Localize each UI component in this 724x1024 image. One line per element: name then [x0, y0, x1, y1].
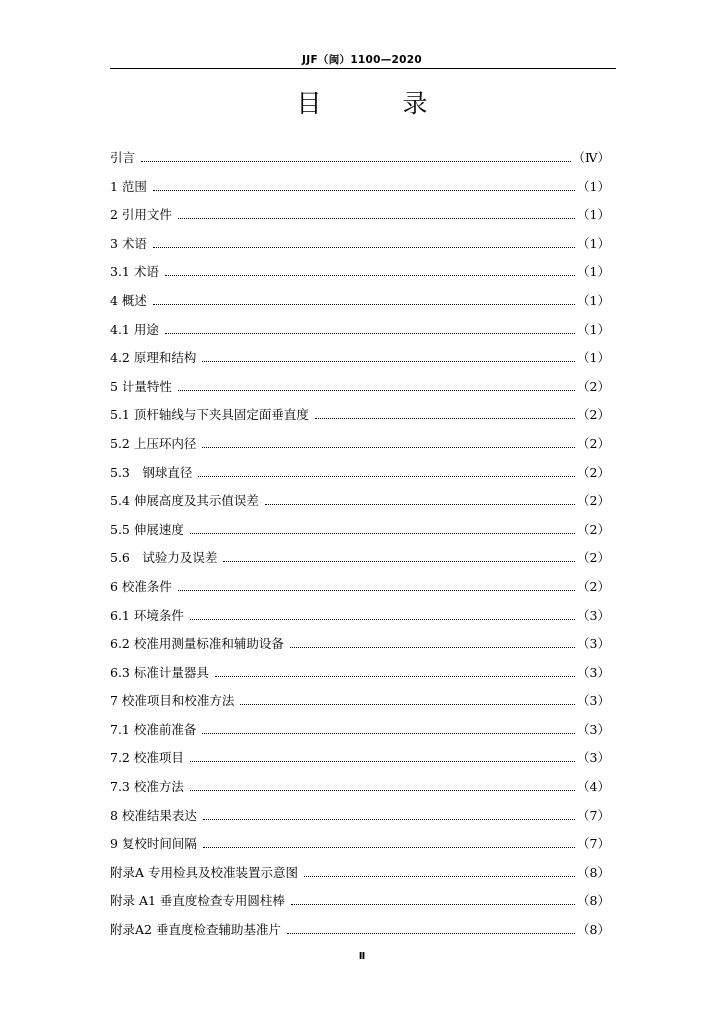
toc-entry-page: （2）: [577, 550, 610, 566]
toc-leader-dots: [165, 275, 575, 276]
toc-entry[interactable]: [110, 777, 610, 806]
toc-leader-dots: [141, 161, 570, 162]
toc-entry-label: 2 引用文件: [110, 207, 172, 223]
toc-entry[interactable]: [110, 720, 610, 749]
toc-entry-label: 附录 A1 垂直度检查专用圆柱棒: [110, 893, 285, 909]
toc-entry-page: （3）: [577, 693, 610, 709]
toc-entry-label: 7.2 校准项目: [110, 750, 184, 766]
toc-entry-label: 5 计量特性: [110, 378, 172, 394]
toc-entry-label: 5.2 上压环内径: [110, 435, 197, 451]
toc-entry-label: 3 术语: [110, 235, 147, 251]
document-code-header: JJF（闽）1100—2020: [302, 54, 422, 66]
toc-entry-label: 7.1 校准前准备: [110, 721, 197, 737]
toc-entry[interactable]: [110, 463, 610, 492]
toc-entry-page: （3）: [577, 664, 610, 680]
toc-entry[interactable]: [110, 920, 610, 949]
toc-entry-label: 9 复校时间间隔: [110, 836, 197, 852]
toc-entry[interactable]: [110, 205, 610, 234]
toc-entry-page: （1）: [577, 207, 610, 223]
toc-leader-dots: [215, 676, 575, 677]
toc-leader-dots: [203, 847, 575, 848]
toc-entry-label: 5.6 试验力及误差: [110, 550, 218, 566]
toc-entry[interactable]: [110, 806, 610, 835]
toc-entry-page: （Ⅳ）: [572, 150, 610, 165]
toc-entry[interactable]: [110, 262, 610, 291]
toc-entry-page: （2）: [577, 464, 610, 480]
toc-entry-page: （8）: [577, 922, 610, 938]
toc-leader-dots: [315, 418, 575, 419]
toc-entry[interactable]: [110, 634, 610, 663]
toc-entry[interactable]: [110, 320, 610, 349]
toc-entry-label: 6.2 校准用测量标准和辅助设备: [110, 636, 284, 652]
toc-leader-dots: [190, 619, 575, 620]
toc-entry-label: 6.1 环境条件: [110, 607, 184, 623]
toc-entry[interactable]: [110, 377, 610, 406]
toc-entry[interactable]: [110, 891, 610, 920]
toc-entry-label: 4.2 原理和结构: [110, 350, 197, 366]
toc-entry-page: （1）: [577, 235, 610, 251]
toc-leader-dots: [304, 876, 575, 877]
toc-entry[interactable]: [110, 405, 610, 434]
toc-entry-page: （4）: [577, 779, 610, 795]
toc-leader-dots: [178, 390, 575, 391]
toc-entry[interactable]: [110, 748, 610, 777]
toc-entry-label: 5.5 伸展速度: [110, 521, 184, 537]
toc-entry[interactable]: [110, 691, 610, 720]
toc-entry[interactable]: [110, 577, 610, 606]
toc-entry-page: （1）: [577, 321, 610, 337]
toc-entry-page: （3）: [577, 750, 610, 766]
table-of-contents: [110, 148, 610, 949]
toc-entry-page: （1）: [577, 350, 610, 366]
toc-entry-label: 引言: [110, 150, 136, 165]
toc-entry[interactable]: [110, 234, 610, 263]
toc-entry-label: 附录A 专用检具及校准装置示意图: [110, 864, 299, 880]
toc-entry-label: 1 范围: [110, 178, 147, 194]
toc-entry[interactable]: [110, 434, 610, 463]
toc-entry-label: 5.1 顶杆轴线与下夹具固定面垂直度: [110, 407, 309, 423]
toc-entry-label: 4 概述: [110, 292, 147, 308]
toc-entry-page: （8）: [577, 864, 610, 880]
toc-entry-label: 7.3 校准方法: [110, 779, 184, 795]
toc-entry-page: （7）: [577, 807, 610, 823]
toc-entry-page: （3）: [577, 636, 610, 652]
toc-entry-label: 6.3 标准计量器具: [110, 664, 209, 680]
toc-leader-dots: [290, 647, 575, 648]
toc-leader-dots: [202, 733, 575, 734]
toc-leader-dots: [223, 561, 575, 562]
toc-entry-label: 3.1 术语: [110, 264, 159, 280]
toc-entry-page: （8）: [577, 893, 610, 909]
toc-entry-label: 5.3 钢球直径: [110, 464, 193, 480]
toc-entry-page: （2）: [577, 378, 610, 394]
toc-entry[interactable]: [110, 491, 610, 520]
toc-leader-dots: [291, 904, 575, 905]
toc-leader-dots: [178, 218, 575, 219]
toc-entry-page: （3）: [577, 607, 610, 623]
toc-entry-label: 5.4 伸展高度及其示值误差: [110, 493, 259, 509]
toc-leader-dots: [178, 590, 575, 591]
toc-entry[interactable]: [110, 548, 610, 577]
toc-entry-page: （2）: [577, 521, 610, 537]
toc-leader-dots: [198, 476, 575, 477]
toc-entry[interactable]: [110, 606, 610, 635]
page-number: Ⅱ: [358, 951, 366, 962]
toc-entry-page: （3）: [577, 721, 610, 737]
toc-entry[interactable]: [110, 177, 610, 206]
toc-entry-label: 6 校准条件: [110, 578, 172, 594]
toc-entry-label: 附录A2 垂直度检查辅助基准片: [110, 922, 281, 938]
header-rule: [110, 68, 616, 69]
toc-entry-page: （1）: [577, 178, 610, 194]
page-title: 目 录: [296, 89, 456, 118]
toc-leader-dots: [190, 790, 575, 791]
toc-leader-dots: [287, 933, 575, 934]
toc-leader-dots: [202, 447, 575, 448]
toc-leader-dots: [240, 704, 575, 705]
toc-leader-dots: [190, 533, 575, 534]
toc-entry-page: （1）: [577, 264, 610, 280]
toc-leader-dots: [153, 247, 575, 248]
toc-entry[interactable]: [110, 291, 610, 320]
toc-entry[interactable]: [110, 148, 610, 177]
toc-entry[interactable]: [110, 348, 610, 377]
toc-leader-dots: [153, 304, 575, 305]
toc-entry-page: （2）: [577, 407, 610, 423]
toc-leader-dots: [165, 333, 575, 334]
toc-entry[interactable]: [110, 663, 610, 692]
toc-entry-page: （2）: [577, 435, 610, 451]
toc-entry[interactable]: [110, 520, 610, 549]
toc-entry-label: 8 校准结果表达: [110, 807, 197, 823]
toc-entry[interactable]: [110, 834, 610, 863]
toc-entry-label: 7 校准项目和校准方法: [110, 693, 235, 709]
toc-entry-page: （1）: [577, 292, 610, 308]
toc-entry-page: （2）: [577, 493, 610, 509]
toc-leader-dots: [190, 761, 575, 762]
toc-entry-page: （7）: [577, 836, 610, 852]
toc-entry[interactable]: [110, 863, 610, 892]
toc-entry-page: （2）: [577, 578, 610, 594]
toc-leader-dots: [265, 504, 575, 505]
toc-entry-label: 4.1 用途: [110, 321, 159, 337]
toc-leader-dots: [202, 361, 575, 362]
toc-leader-dots: [153, 190, 575, 191]
toc-leader-dots: [203, 819, 575, 820]
